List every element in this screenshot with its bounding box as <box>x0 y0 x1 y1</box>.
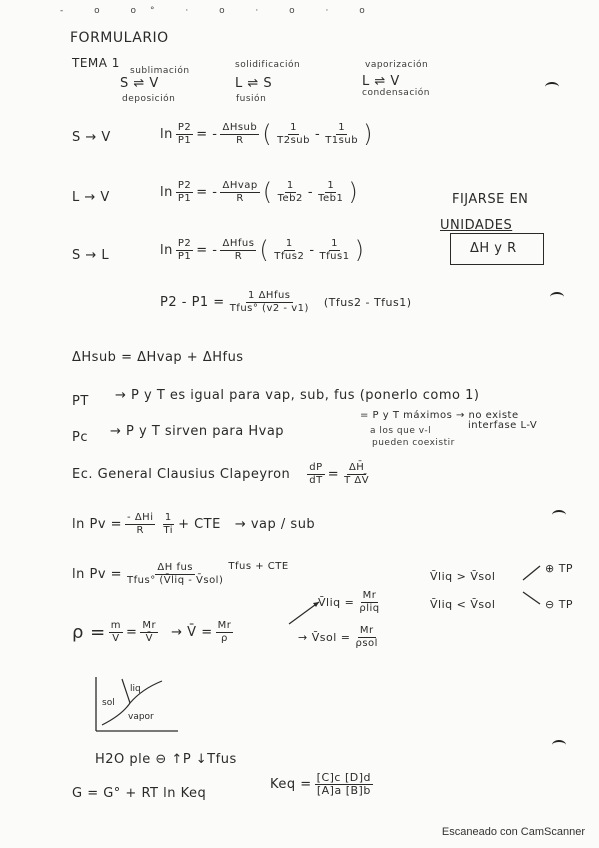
note-line2: UNIDADES <box>440 218 513 233</box>
scanner-watermark: Escaneado con CamScanner <box>441 826 585 838</box>
compare-a: V̄liq > V̄sol <box>430 570 496 583</box>
phase-diagram <box>92 675 182 735</box>
eq-ls: ln $\frac{P2}{P1}$ = - $\frac{\text{ΔHfus}}{R}$ ( $\frac{1}{\text{Tfus2}}$ - $\frac{1}{\text{Tfus1}}$ ) <box>160 236 365 264</box>
eq-lv: ln $\frac{P2}{P1}$ = - $\frac{\text{ΔHvap}}{R}$ ( $\frac{1}{\text{Teb2}}$ - $\frac{1}{\text{Teb1}}$ ) <box>160 178 359 206</box>
transition-lv-bottom: condensación <box>362 88 430 98</box>
punch-hole-mark <box>552 510 566 520</box>
eq-lv-label: L → V <box>72 190 110 205</box>
punch-hole-mark <box>545 82 559 92</box>
compare-b: V̄liq < V̄sol <box>430 598 496 611</box>
transition-sv-pair: S ⇌ V <box>120 76 159 91</box>
transition-lv-top: vaporización <box>365 60 429 70</box>
transition-ls-top: solidificación <box>235 60 301 70</box>
eq-sv-label: S → V <box>72 130 111 145</box>
punch-hole-mark <box>552 740 566 750</box>
eq-clausius: Ec. General Clausius Clapeyron $\frac{dP}{dT}$ = $\frac{\Delta H̄}{\text{T ΔV̄}}$ <box>72 462 370 486</box>
phase-vapor-label: vapor <box>128 712 154 722</box>
transition-sv-top: sublimación <box>130 66 190 76</box>
pc-rhs: = P y T máximos → no existe <box>360 410 519 421</box>
note-line1: FIJARSE EN <box>452 192 529 207</box>
topic-heading: TEMA 1 <box>72 56 120 70</box>
eq-vsol: → V̄sol = $\frac{Mr}{\text{ρsol}}$ <box>298 625 378 649</box>
eq-sv: ln $\frac{P2}{P1}$ = - $\frac{\text{ΔHsub}}{R}$ ( $\frac{1}{\text{T2sub}}$ - $\frac{1}{\text{T1sub}}$ ) <box>160 120 373 148</box>
top-scribble <box>0 0 599 22</box>
compare-b-result: ⊖ TP <box>545 598 574 611</box>
pc-sub1: a los que v-l <box>370 426 432 436</box>
gibbs-eq: G = G° + RT ln Keq <box>72 786 207 801</box>
eq-p2p1: P2 - P1 = $\frac{\text{1 ΔHfus}}{\text{Tfus° (v2 - v1)}}$ (Tfus2 - Tfus1) <box>160 290 412 314</box>
phase-liq-label: liq <box>130 684 141 694</box>
page-title: FORMULARIO <box>70 30 169 46</box>
transition-sv-bottom: deposición <box>122 94 176 104</box>
eq-rho: ρ = $\frac{m}{V}$ = $\frac{Mr}{V̄}$ → V̄ = $\frac{Mr}{\rho}$ <box>72 620 232 644</box>
pc-lhs: Pc <box>72 430 88 445</box>
pt-lhs: PT <box>72 394 89 409</box>
phase-sol-label: sol <box>102 698 115 708</box>
eq-vliq: V̄liq = $\frac{Mr}{\text{ρliq}}$ <box>318 590 380 614</box>
pt-text: → P y T es igual para vap, sub, fus (ponerlo como 1) <box>115 388 480 403</box>
top-scribble-text: - o o° · o · o · o <box>60 6 379 16</box>
eq-hsub: ΔHsub = ΔHvap + ΔHfus <box>72 350 244 365</box>
eq-lnpv-2: ln Pv = $\frac{\text{ΔH fus}}{\text{Tfus° (V̄liq - V̄sol)}}$ Tfus + CTE <box>72 561 289 586</box>
transition-lv-pair: L ⇌ V <box>362 74 400 89</box>
keq-eq: Keq = $\frac{[C]c [D]d}{[A]a [B]b}$ <box>270 771 371 797</box>
pc-sub2: pueden coexistir <box>372 438 455 448</box>
branch-arrows <box>285 596 325 636</box>
compare-a-result: ⊕ TP <box>545 562 574 575</box>
compare-arrows <box>520 560 550 610</box>
eq-lnpv-1: ln Pv = $\frac{\text{- ΔHi}}{R}$ $\frac{1}{Ti}$ + CTE → vap / sub <box>72 512 316 536</box>
pc-text: → P y T sirven para Hvap <box>110 424 285 439</box>
eq-ls-label: S → L <box>72 248 110 263</box>
punch-hole-mark <box>550 292 564 302</box>
transition-ls-pair: L ⇌ S <box>235 76 273 91</box>
water-note: H2O ple ⊖ ↑P ↓Tfus <box>95 752 237 767</box>
transition-ls-bottom: fusión <box>236 94 267 104</box>
pc-rhs2: interfase L-V <box>468 420 538 431</box>
note-line3: ΔH y R <box>470 241 517 256</box>
